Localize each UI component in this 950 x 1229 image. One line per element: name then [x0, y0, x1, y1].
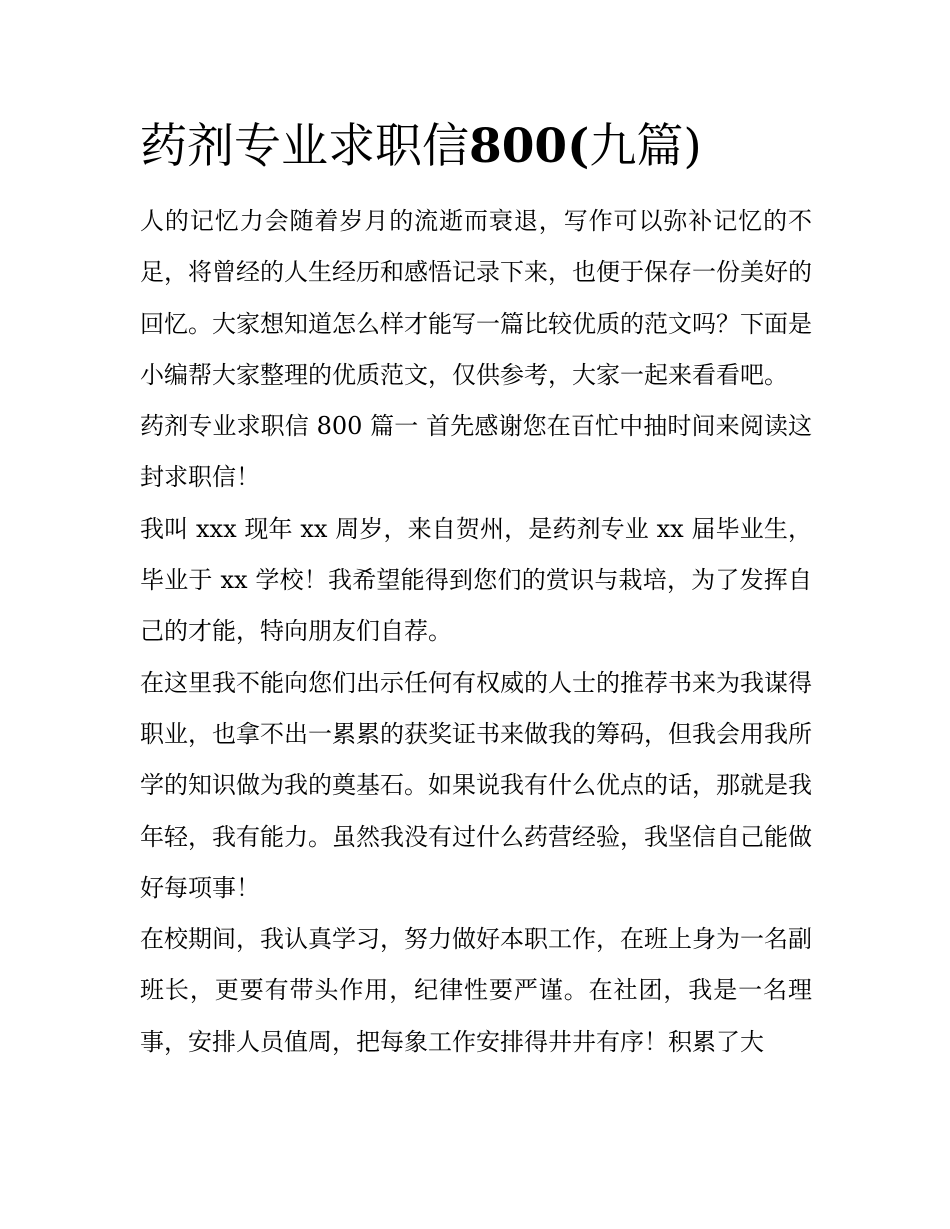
document-body — [140, 196, 812, 1068]
title-number: 800( — [469, 119, 590, 174]
document-title — [140, 112, 840, 182]
section-heading-paragraph: 药剂专业求职信 800 篇一 首先感谢您在百忙中抽时间来阅读这封求职信！ — [140, 412, 812, 492]
title-suffix: 九篇) — [589, 119, 702, 174]
self-introduction-paragraph: 我叫 xxx 现年 xx 周岁，来自贺州，是药剂专业 xx 届毕业生，毕业于 xx 学校！我希望能得到您们的赏识与栽培，为了发挥自己的才能，特向朋友们自荐。 — [140, 514, 812, 646]
qualification-paragraph: 在这里我不能向您们出示任何有权威的人士的推荐书来为我谋得职业，也拿不出一累累的获奖证书来做我的筹码，但我会用我所学的知识做为我的奠基石。如果说我有什么优点的话，那就是我年轻，我有能力。虽然我没有过什么药营经验，我坚信自己能做好每项事！ — [140, 668, 812, 902]
title-prefix: 药剂专业求职信 — [140, 119, 469, 174]
intro-paragraph: 人的记忆力会随着岁月的流逝而衰退，写作可以弥补记忆的不足，将曾经的人生经历和感悟记录下来，也便于保存一份美好的回忆。大家想知道怎么样才能写一篇比较优质的范文吗？下面是小编帮大家整理的优质范文，仅供参考，大家一起来看看吧。 — [140, 207, 812, 389]
school-experience-paragraph: 在校期间，我认真学习，努力做好本职工作，在班上身为一名副班长，更要有带头作用，纪律性要严谨。在社团，我是一名理事，安排人员值周，把每象工作安排得井井有序！积累了大 — [140, 925, 812, 1056]
